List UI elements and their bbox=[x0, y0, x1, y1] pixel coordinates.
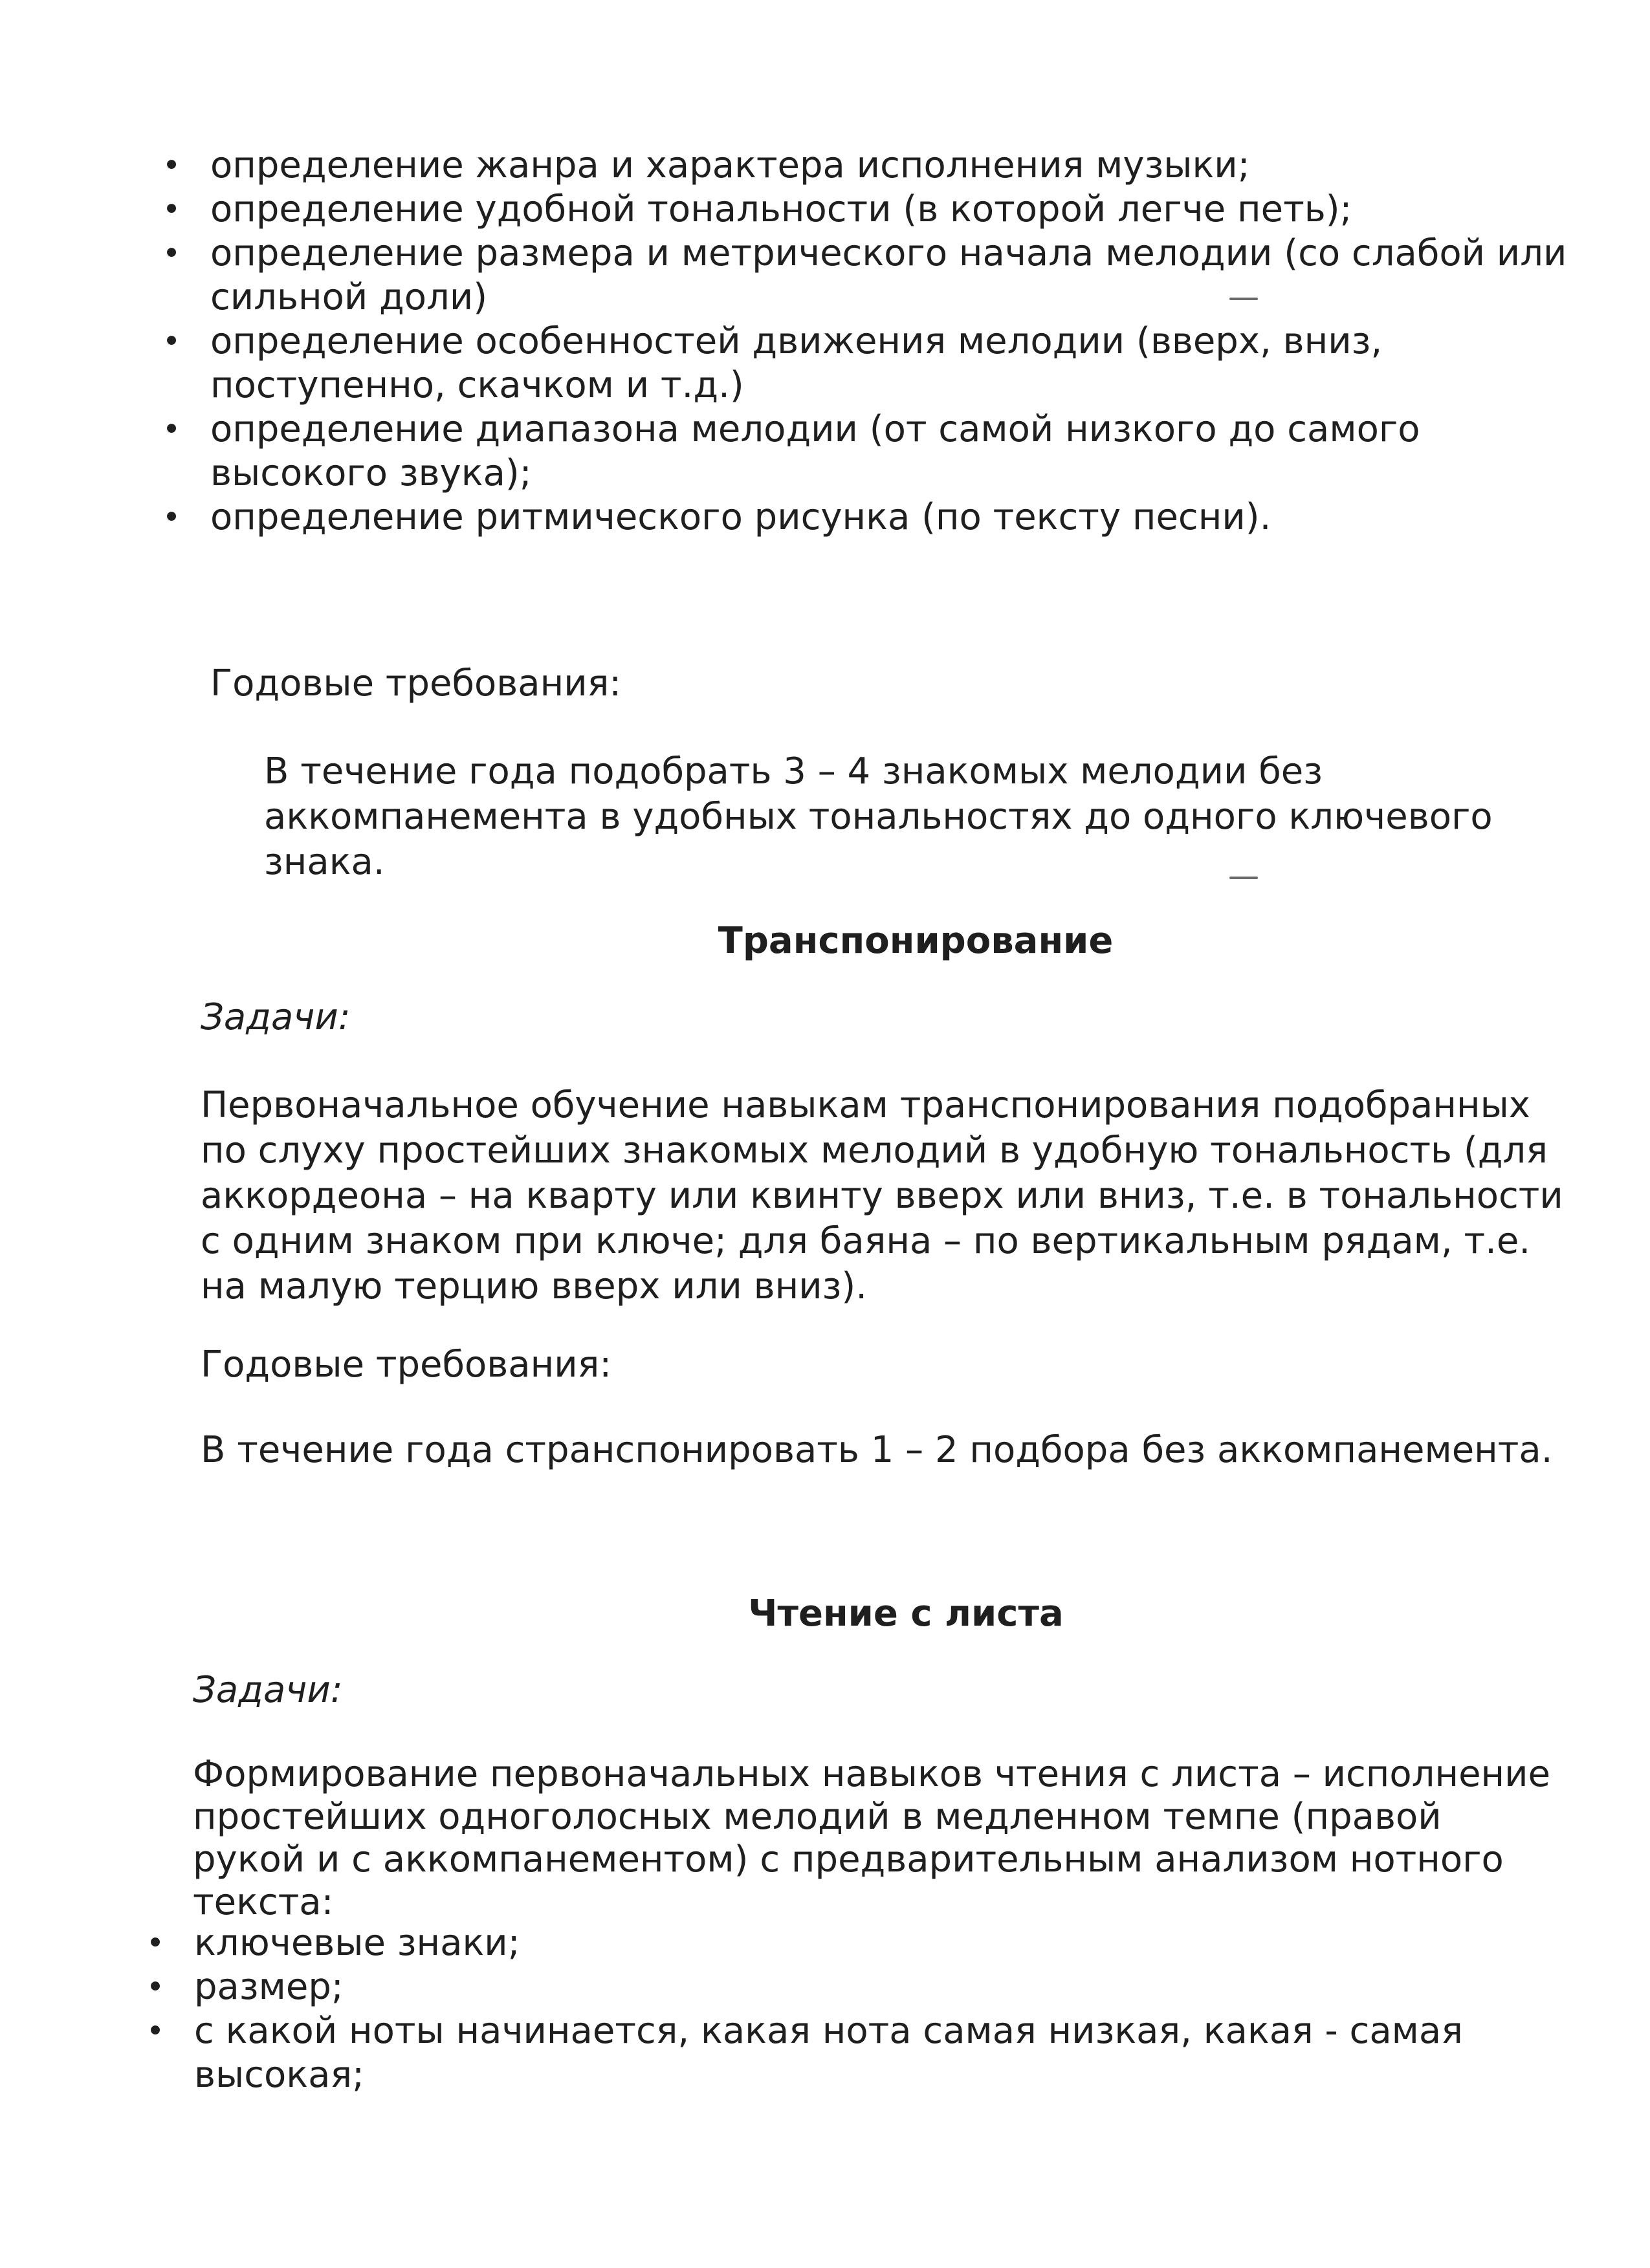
list-item bbox=[159, 496, 1601, 540]
tasks-text: Формирование первоначальных навыков чтения с листа – исполнение простейших одноголосных мелодий в медленном темпе (правой рукой и с аккомпанементом) с предварительным анализом нотного текста: bbox=[193, 1753, 1551, 1923]
section-heading-sight-reading: Чтение с листа bbox=[748, 1593, 1064, 1635]
tasks-label: Задачи: bbox=[193, 1669, 343, 1711]
list-item-text: определение особенностей движения мелодии (вверх, вниз, поступенно, скачком и т.д.) bbox=[210, 320, 1383, 406]
bullet-icon: • bbox=[162, 191, 181, 228]
bullet-icon: • bbox=[162, 147, 181, 184]
bullet-icon: • bbox=[162, 323, 181, 360]
list-item-text: размер; bbox=[194, 1966, 344, 2008]
annual-requirements-text: В течение года подобрать 3 – 4 знакомых мелодии без аккомпанемента в удобных тональностях до одного ключевого знака. bbox=[264, 750, 1493, 883]
scan-mark bbox=[1229, 298, 1258, 300]
list-item-text: определение диапазона мелодии (от самой низкого до самого высокого звука); bbox=[210, 408, 1420, 494]
bullet-icon: • bbox=[162, 411, 181, 448]
bullet-icon: • bbox=[162, 499, 181, 536]
list-item bbox=[159, 188, 1601, 232]
list-item bbox=[142, 1965, 1566, 2009]
list-item-text: определение ритмического рисунка (по тексту песни). bbox=[210, 496, 1271, 538]
bullet-icon: • bbox=[146, 1925, 165, 1961]
sight-reading-list bbox=[142, 1921, 1566, 2097]
list-item-text: с какой ноты начинается, какая нота самая низкая, какая - самая высокая; bbox=[194, 2010, 1463, 2096]
list-item bbox=[159, 232, 1601, 320]
tasks-text: Первоначальное обучение навыкам транспонирования подобранных по слуху простейших знакомых мелодий в удобную тональность (для аккордеона – на кварту или квинту вверх или вниз, т.е. в тональности с одним знаком при ключе; для баяна – по вертикальным рядам, т.е. на малую терцию вверх или вниз). bbox=[201, 1084, 1563, 1307]
bullet-icon: • bbox=[146, 1969, 165, 2005]
bullet-icon: • bbox=[146, 2013, 165, 2049]
list-item bbox=[142, 1921, 1566, 1965]
tasks-label: Задачи: bbox=[201, 996, 351, 1038]
annual-requirements-text: В течение года странспонировать 1 – 2 подбора без аккомпанемента. bbox=[201, 1429, 1553, 1471]
list-item-text: определение удобной тональности (в которой легче петь); bbox=[210, 188, 1352, 230]
annual-requirements-label: Годовые требования: bbox=[210, 662, 622, 704]
annual-requirements-label: Годовые требования: bbox=[201, 1344, 612, 1386]
bullet-icon: • bbox=[162, 235, 181, 272]
list-item-text: определение размера и метрического начала мелодии (со слабой или сильной доли) bbox=[210, 232, 1567, 318]
list-item bbox=[159, 320, 1601, 408]
list-item bbox=[159, 408, 1601, 496]
list-item-text: ключевые знаки; bbox=[194, 1922, 520, 1964]
section-heading-transposition: Транспонирование bbox=[718, 920, 1114, 962]
list-item bbox=[159, 144, 1601, 188]
list-item-text: определение жанра и характера исполнения музыки; bbox=[210, 144, 1250, 186]
scan-mark bbox=[1229, 877, 1258, 879]
list-item bbox=[142, 2009, 1566, 2097]
analysis-list bbox=[159, 144, 1601, 540]
